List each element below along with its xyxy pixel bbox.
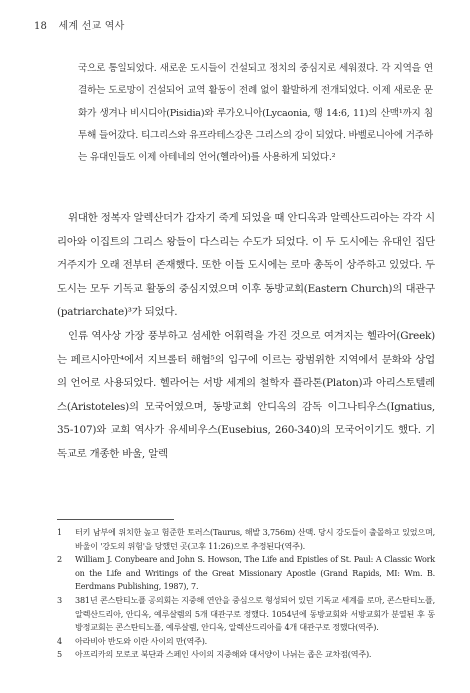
- footnote-divider: [57, 519, 174, 520]
- footnote-text: William J. Conybeare and John S. Howson, The Life and Epistles of St. Paul: A Classic Work on the Life and Writings of the Great Missionary Apostle (Grand Rapids, MI: Wm. B. Eerdmans Publishing, 1987), 7.: [75, 554, 435, 592]
- running-header: [34, 17, 124, 32]
- block-quote-text: 국으로 통일되었다. 새로운 도시들이 건설되고 정치의 중심지로 세워졌다. 각 지역을 연결하는 도로망이 건설되어 교역 활동이 전례 없이 활발하게 전개되었다. 이제 새로운 문화가 생겨나 비시디아(Pisidia)와 루가오니아(Lycaonia, 행 14:6, 11)의 산맥¹까지 침투해 들어갔다. 티그리스와 유프라테스강은 그리스의 강이 되었다. 바벨로니아에 거주하는 유대인들도 이제 아테네의 언어(헬라어)를 사용하게 되었다.²: [78, 63, 433, 164]
- footnote: [57, 635, 435, 649]
- footnote-number: 5: [57, 649, 62, 660]
- footnote: [57, 594, 435, 635]
- footnote: [57, 553, 435, 594]
- footnote-text: 아라비아 반도와 이란 사이의 만(역주).: [75, 635, 208, 646]
- paragraph: 인류 역사상 가장 풍부하고 섬세한 어휘력을 가진 것으로 여겨지는 헬라어(Greek)는 페르시아만⁴에서 지브롤터 해협⁵의 입구에 이르는 광범위한 지역에서 문화와 상업의 언어로 사용되었다. 헬라어는 서방 세계의 철학자 플라톤(Platon)과 아리스토텔레스(Aristoteles)의 모국어였으며, 동방교회 안디옥의 감독 이그나티우스(Ignatius, 35-107)와 교회 역사가 유세비우스(Eusebius, 260-340)의 모국어이기도 했다. 기독교로 개종한 바울, 알렉: [57, 329, 435, 460]
- footnote: [57, 648, 435, 662]
- footnote-text: 381년 콘스탄티노플 공의회는 지중해 연안을 중심으로 형성되어 있던 기독교 세계를 로마, 콘스탄티노플, 알렉산드리아, 안디옥, 예루살렘의 5개 대관구로 정했다. 1054년에 동방교회와 서방교회가 분열된 후 동방정교회는 콘스탄티노플, 예루살렘, 안디옥, 알렉산드리아를 4개 대관구로 정했다(역주).: [75, 594, 435, 633]
- body-text: [57, 207, 435, 467]
- footnote-number: 3: [57, 594, 62, 605]
- page-number: 18: [34, 21, 48, 32]
- footnote-text: 아프리카의 모로코 북단과 스페인 사이의 지중해와 대서양이 나뉘는 좁은 교차점(역주).: [75, 649, 372, 660]
- footnote-text: 터키 남부에 위치한 높고 험준한 토러스(Taurus, 해발 3,756m) 산맥. 당시 강도들이 출몰하고 있었으며, 바울이 '강도의 위험'을 당했던 곳(고후 11:26)으로 추정된다(역주).: [75, 527, 435, 551]
- footnotes: [57, 526, 435, 662]
- footnote-number: 1: [57, 527, 62, 537]
- footnote-number: 2: [57, 554, 62, 565]
- paragraph: 위대한 정복자 알렉산더가 갑자기 죽게 되었을 때 안디옥과 알렉산드리아는 각각 시리아와 이집트의 그리스 왕들이 다스리는 수도가 되었다. 이 두 도시에는 유대인 집단 거주지가 오래 전부터 존재했다. 또한 이들 도시에는 로마 총독이 상주하고 있었다. 두 도시는 모두 기독교 활동의 중심지였으며 이후 동방교회(Eastern Church)의 대관구(patriarchate)³가 되었다.: [57, 212, 435, 319]
- footnote-number: 4: [57, 635, 62, 646]
- block-quote: [78, 58, 433, 169]
- footnote: [57, 526, 435, 553]
- running-title: 세계 선교 역사: [58, 21, 125, 32]
